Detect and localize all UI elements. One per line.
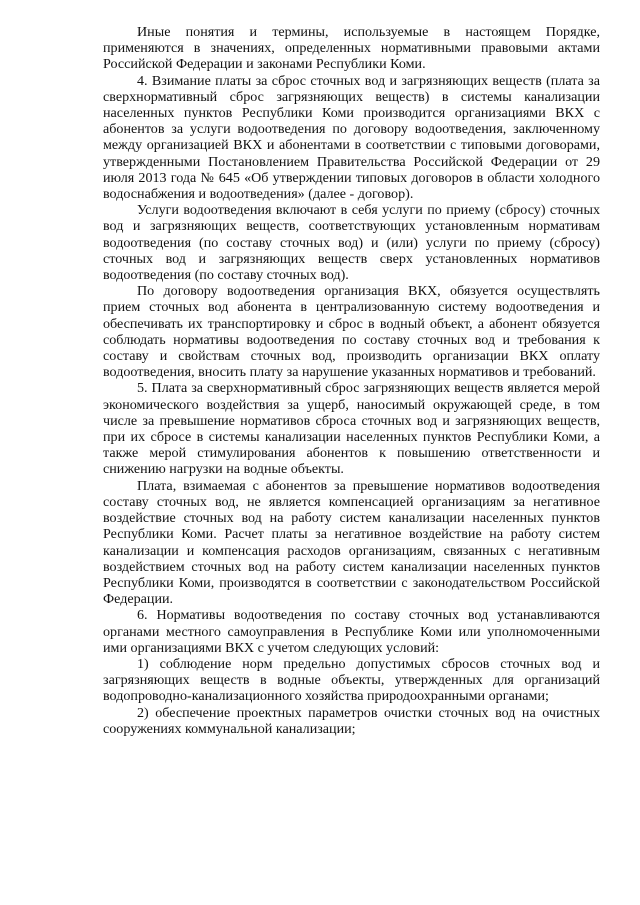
paragraph-fee: Плата, взимаемая с абонентов за превышение нормативов водоотведения составу сточных вод, не является компенсацией организациям за негативное воздействие сточных вод на работу систем канализации населенных пунктов Республики Коми. Расчет платы за негативное воздействие на работу систем канализации и компенсация расходов организациям, связанных с негативным воздействием сточных вод на работу систем канализации населенных пунктов Республики Коми, производятся в соответствии с законодательством Российской Федерации. [103, 477, 600, 608]
paragraph-contract: По договору водоотведения организация ВКХ, обязуется осуществлять прием сточных вод абонента в централизованную систему водоотведения и обеспечивать их транспортировку и сброс в водный объект, а абонент обязуется соблюдать нормативы водоотведения по составу сточных вод и требования к составу и свойствам сточных вод, производить организации ВКХ оплату водоотведения, вносить плату за нарушение указанных нормативов и требований. [103, 283, 600, 381]
paragraph-clause-4: 4. Взимание платы за сброс сточных вод и загрязняющих веществ (плата за сверхнормативный сброс загрязняющих веществ) в системы канализации населенных пунктов Республики Коми производится организациями ВКХ с абонентов за услуги водоотведения по договору водоотведения, заключенному между организацией ВКХ и абонентами в соответствии с типовыми договорами, утвержденными Постановлением Правительства Российской Федерации от 29 июля 2013 года № 645 «Об утверждении типовых договоров в области холодного водоснабжения и водоотведения» (далее - договор). [103, 72, 600, 203]
paragraph-services: Услуги водоотведения включают в себя услуги по приему (сбросу) сточных вод и загрязняющих веществ, соответствующих установленным нормативам водоотведения (по составу сточных вод) и (или) услуги по приему (сбросу) сточных вод и загрязняющих веществ сверх установленных нормативов водоотведения (по составу сточных вод). [103, 202, 600, 284]
paragraph-clause-6: 6. Нормативы водоотведения по составу сточных вод устанавливаются органами местного самоуправления в Республике Коми или уполномоченными ими организациями ВКХ с учетом следующих условий: [103, 607, 600, 656]
document-body [103, 24, 600, 737]
paragraph-definitions: Иные понятия и термины, используемые в настоящем Порядке, применяются в значениях, определенных нормативными правовыми актами Российской Федерации и законами Республики Коми. [103, 24, 600, 73]
paragraph-condition-1: 1) соблюдение норм предельно допустимых сбросов сточных вод и загрязняющих веществ в водные объекты, утвержденных для организаций водопроводно-канализационного хозяйства природоохранными органами; [103, 655, 600, 705]
paragraph-clause-5: 5. Плата за сверхнормативный сброс загрязняющих веществ является мерой экономического воздействия за ущерб, наносимый окружающей среде, в том числе за превышение нормативов сброса сточных вод и загрязняющих веществ, при их сбросе в системы канализации населенных пунктов Республики Коми, а также мерой стимулирования абонентов к повышению ответственности и снижению нагрузки на водные объекты. [103, 380, 600, 478]
paragraph-condition-2: 2) обеспечение проектных параметров очистки сточных вод на очистных сооружениях коммунальной канализации; [103, 704, 600, 737]
